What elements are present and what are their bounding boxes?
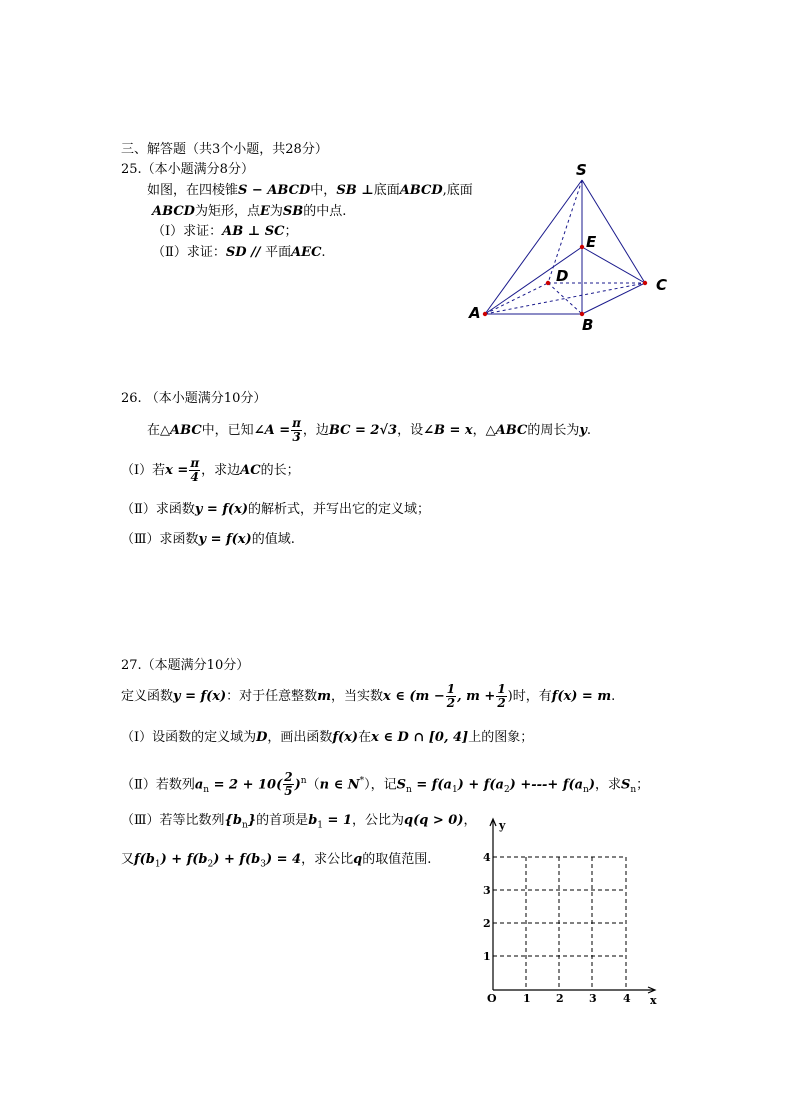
text: ，公比为 — [352, 813, 405, 828]
subscript: 1 — [154, 859, 161, 870]
math: ) +---+ f(a — [509, 777, 584, 793]
subscript: 3 — [260, 859, 266, 870]
text: ,底面 — [442, 183, 473, 198]
superscript: * — [359, 776, 365, 786]
math: ) + f(a — [457, 777, 504, 793]
text: ，求 — [594, 777, 621, 793]
math: S — [396, 777, 407, 793]
text: 的长； — [260, 463, 300, 478]
fraction — [291, 417, 302, 444]
q25-part2 — [152, 243, 326, 263]
text: 中， — [310, 183, 337, 198]
text: （Ⅲ）求函数 — [121, 532, 199, 547]
math: = 2 + 10( — [209, 777, 283, 793]
denominator: 2 — [446, 696, 456, 710]
math: x = — [165, 463, 189, 478]
math: ∠A = — [253, 423, 291, 438]
x-tick-4: 4 — [623, 992, 631, 1005]
math: ABC — [170, 423, 202, 438]
numerator: 2 — [284, 770, 293, 785]
math: ∠B = x — [423, 423, 473, 438]
math: a — [194, 777, 204, 793]
text: 的中点. — [303, 204, 347, 219]
text: 底面 — [373, 183, 400, 198]
edge-BC — [582, 283, 645, 314]
math: SD // — [225, 245, 266, 260]
subscript: n — [406, 784, 412, 795]
q27-part1 — [121, 728, 533, 748]
point-C — [643, 281, 647, 285]
text: ：对于任意整数 — [226, 689, 318, 704]
q27-part3-cont — [121, 850, 431, 875]
label-A: A — [469, 304, 481, 322]
x-tick-2: 2 — [556, 992, 564, 1005]
label-E: E — [586, 233, 597, 251]
math: q — [353, 852, 363, 867]
x-tick-3: 3 — [589, 992, 597, 1005]
edge-EC — [582, 247, 645, 283]
math: S — [620, 777, 631, 793]
numerator: 1 — [497, 682, 506, 696]
denominator: 4 — [190, 470, 199, 484]
x-axis-label: x — [650, 994, 657, 1007]
math: m — [317, 689, 331, 704]
q25-stem-line1 — [147, 181, 473, 201]
q26-part3 — [121, 530, 295, 550]
math: ) — [588, 777, 595, 793]
math: ) = 4 — [265, 852, 302, 867]
q26-part2 — [121, 500, 430, 520]
text: 如图，在四棱锥 — [147, 183, 239, 198]
text: 的周长为 — [527, 423, 580, 438]
math: AC — [240, 463, 261, 478]
text: （Ⅲ）若等比数列 — [121, 813, 225, 828]
fraction — [496, 683, 506, 710]
text: . — [611, 689, 616, 704]
math: SB — [282, 204, 304, 219]
numerator: 1 — [446, 682, 456, 696]
text: 定义函数 — [121, 689, 174, 704]
q27-header: 27.（本题满分10分） — [121, 658, 250, 673]
edge-DB — [548, 283, 582, 314]
math: S − ABCD — [238, 183, 311, 198]
section-title: 三、解答题（共3个小题，共28分） — [121, 142, 328, 157]
point-D — [546, 281, 550, 285]
edge-AC — [485, 283, 645, 314]
text: 平面 — [265, 245, 292, 260]
coordinate-grid — [478, 814, 668, 1009]
math: f(x) — [332, 730, 359, 745]
math: SB ⊥ — [336, 183, 374, 198]
text: （Ⅰ）设函数的定义域为 — [121, 730, 257, 745]
text: 又 — [121, 852, 135, 867]
text: （Ⅰ）若 — [121, 463, 166, 478]
subscript: n — [242, 820, 248, 831]
text: （Ⅱ）求函数 — [121, 502, 195, 517]
denominator: 5 — [284, 784, 293, 799]
math: = f(a — [411, 777, 452, 793]
math: = 1 — [323, 813, 353, 828]
text: . — [321, 245, 326, 260]
text: 的解析式，并写出它的定义域； — [248, 502, 431, 517]
label-B: B — [582, 316, 594, 334]
math: y — [579, 423, 587, 438]
math: x ∈ D ∩ [0, 4] — [371, 730, 469, 745]
numerator: π — [292, 416, 301, 430]
text: ），记 — [364, 777, 397, 793]
text: ； — [636, 777, 650, 793]
y-tick-1: 1 — [483, 950, 491, 963]
text: 中，已知 — [201, 423, 254, 438]
math: f(x) = m — [551, 689, 612, 704]
text: 上的图象； — [468, 730, 534, 745]
text: ，画出函数 — [267, 730, 333, 745]
fraction — [283, 771, 293, 798]
text: （Ⅱ）若数列 — [121, 777, 195, 793]
math: ABCD — [152, 204, 195, 219]
x-tick-1: 1 — [523, 992, 531, 1005]
math: BC = 2√3 — [328, 423, 398, 438]
math: y = f(x) — [198, 532, 252, 547]
text: ， — [463, 813, 477, 828]
q26-part1 — [121, 456, 300, 486]
math: AB ⊥ SC — [222, 224, 285, 239]
subscript: 1 — [317, 820, 324, 831]
math: q(q > 0) — [404, 813, 464, 828]
text: （Ⅱ）求证： — [152, 245, 226, 260]
text: 在△ — [147, 423, 170, 438]
math: b — [308, 813, 318, 828]
text: ，△ — [472, 423, 496, 438]
subscript: n — [583, 784, 589, 795]
math: , m + — [457, 689, 496, 704]
math: y = f(x) — [194, 502, 248, 517]
math: AEC — [291, 245, 322, 260]
text: 在 — [358, 730, 372, 745]
text: 为 — [269, 204, 283, 219]
text: ，求公比 — [301, 852, 354, 867]
subscript: n — [630, 784, 637, 795]
text: ，边 — [302, 423, 329, 438]
math: D — [256, 730, 268, 745]
fraction — [446, 683, 456, 710]
text: 的值域. — [251, 532, 295, 547]
q25-stem-line2 — [152, 202, 346, 222]
superscript: n — [300, 776, 307, 786]
subscript: 2 — [207, 859, 214, 870]
y-tick-4: 4 — [483, 851, 491, 864]
math: {b — [224, 813, 242, 828]
pyramid-figure — [465, 158, 685, 338]
subscript: 2 — [503, 784, 510, 795]
y-tick-3: 3 — [483, 884, 491, 897]
fraction — [189, 457, 200, 484]
math: E — [259, 204, 270, 219]
edge-SA — [485, 180, 582, 314]
text: ，设 — [397, 423, 424, 438]
label-D: D — [556, 267, 569, 285]
text: （ — [306, 777, 320, 793]
y-tick-2: 2 — [483, 917, 491, 930]
text: ，求边 — [201, 463, 241, 478]
q27-definition — [121, 682, 615, 712]
math: ) + f(b — [160, 852, 208, 867]
text: ； — [284, 224, 298, 239]
edge-AD — [485, 283, 548, 314]
edge-SC — [582, 180, 645, 283]
math: y = f(x) — [173, 689, 227, 704]
label-S: S — [576, 161, 587, 179]
text: )时，有 — [507, 689, 552, 704]
text: （Ⅰ）求证： — [152, 224, 223, 239]
text: 为矩形，点 — [194, 204, 260, 219]
label-C: C — [656, 276, 668, 294]
math: ) — [294, 777, 301, 793]
math: ABC — [495, 423, 528, 438]
text: 的取值范围. — [362, 852, 432, 867]
text: ，当实数 — [330, 689, 383, 704]
q26-header: 26. （本小题满分10分） — [121, 391, 267, 406]
point-A — [483, 312, 487, 316]
math: ) + f(b — [213, 852, 261, 867]
denominator: 3 — [292, 430, 301, 444]
text: 的首项是 — [256, 813, 309, 828]
math: x ∈ (m − — [382, 689, 445, 704]
numerator: π — [190, 456, 200, 470]
subscript: 1 — [451, 784, 458, 795]
y-axis-label: y — [499, 819, 506, 832]
subscript: n — [203, 784, 210, 795]
math: } — [247, 813, 257, 828]
q27-part2 — [121, 766, 649, 805]
origin-label: O — [487, 992, 497, 1005]
q27-part3 — [121, 811, 477, 836]
math: f(b — [134, 852, 155, 867]
q25-header: 25.（本小题满分8分） — [121, 162, 254, 177]
math: n ∈ N — [319, 777, 360, 793]
q25-part1 — [152, 222, 298, 242]
q26-stem — [147, 416, 591, 446]
denominator: 2 — [497, 696, 506, 710]
text: . — [586, 423, 592, 438]
point-E — [580, 245, 584, 249]
math: ABCD — [399, 183, 443, 198]
